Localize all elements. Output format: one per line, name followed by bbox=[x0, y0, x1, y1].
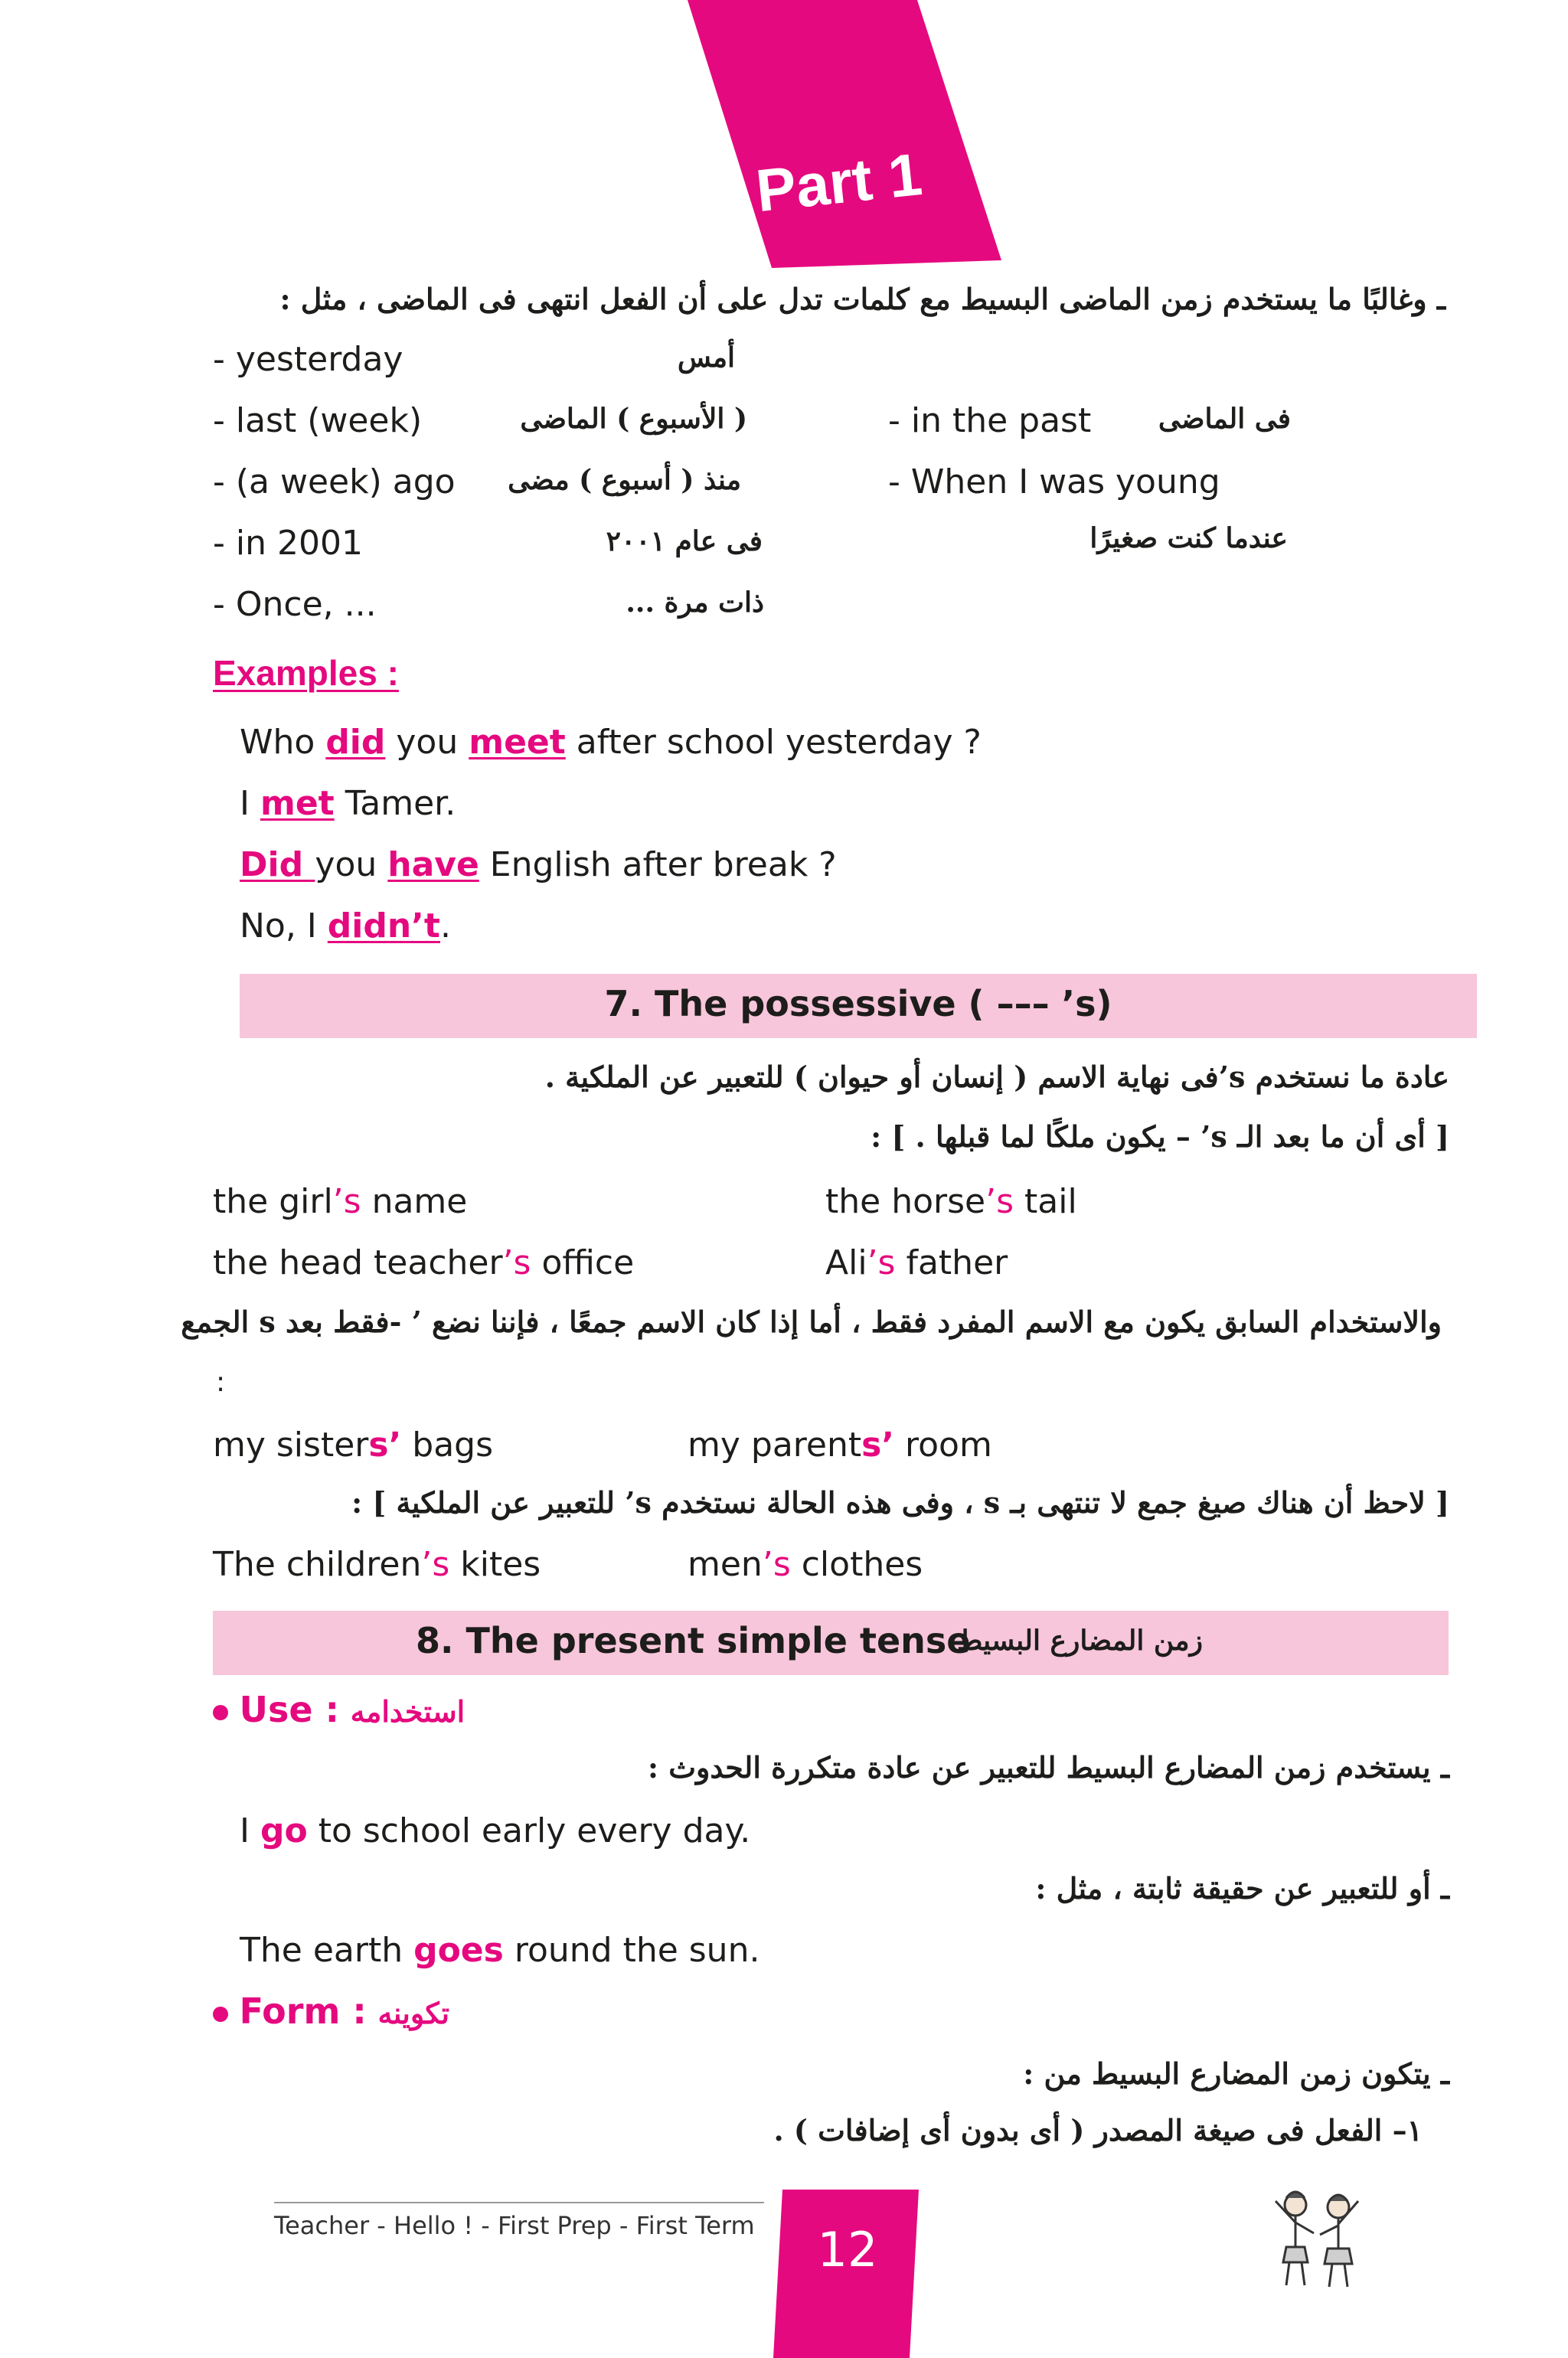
time-word: - (a week) ago bbox=[213, 462, 456, 501]
irregular-rule-ar: [ لاحظ أن هناك صيغ جمع لا تنتهى بـ s ، وفى هذه الحالة نستخدم s’ للتعبير عن الملكية ] : bbox=[351, 1485, 1449, 1520]
example-sentence: No, I didn’t. bbox=[240, 906, 451, 945]
time-word: - in 2001 bbox=[213, 524, 363, 563]
use-heading: Use : استخدامه bbox=[213, 1689, 465, 1730]
possessive-rule-ar: [ أى أن ما بعد الـ s’ – يكون ملكًا لما قبلها . ] : bbox=[871, 1119, 1449, 1154]
page-number: 12 bbox=[817, 2222, 878, 2278]
example-sentence: I met Tamer. bbox=[240, 784, 456, 823]
use-example: The earth goes round the sun. bbox=[240, 1931, 760, 1970]
example-sentence: Who did you meet after school yesterday ? bbox=[240, 723, 982, 762]
time-word: - last (week) bbox=[213, 401, 423, 440]
possessive-rule-ar: عادة ما نستخدم s’فى نهاية الاسم ( إنسان أو حيوان ) للتعبير عن الملكية . bbox=[544, 1060, 1449, 1094]
time-word: - When I was young bbox=[888, 462, 1220, 501]
use-example: I go to school early every day. bbox=[240, 1811, 751, 1850]
form-heading: Form : تكوينه bbox=[213, 1991, 449, 2032]
plural-rule-ar: والاستخدام السابق يكون مع الاسم المفرد فقط ، أما إذا كان الاسم جمعًا ، فإننا نضع ’ -فقط بعد s الجمع bbox=[181, 1305, 1442, 1339]
page-number-tab bbox=[773, 2190, 919, 2358]
plural-rule-colon: : bbox=[216, 1367, 226, 1398]
example-sentence: Did you have English after break ? bbox=[240, 845, 837, 884]
examples-heading: Examples : bbox=[213, 653, 399, 693]
form-rule-ar: ١– الفعل فى صيغة المصدر ( أى بدون أى إضافات ) . bbox=[773, 2113, 1423, 2147]
time-word-ar: منذ ( أسبوع ) مضى bbox=[508, 464, 741, 496]
time-word-ar: فى عام ٢٠٠١ bbox=[606, 525, 763, 557]
time-word: - in the past bbox=[888, 401, 1092, 440]
possessive-example: the horse’s tail bbox=[825, 1182, 1077, 1221]
present-simple-title-ar: زمن المضارع البسيط bbox=[957, 1625, 1203, 1657]
present-simple-title: 8. The present simple tense bbox=[416, 1620, 971, 1661]
footer-book-title: Teacher - Hello ! - First Prep - First Term bbox=[274, 2211, 755, 2240]
footer-rule bbox=[274, 2202, 764, 2203]
possessive-example: Ali’s father bbox=[825, 1243, 1008, 1282]
possessive-plural-example: my parents’ room bbox=[688, 1426, 992, 1465]
part-label: Part 1 bbox=[753, 139, 926, 225]
kids-illustration-icon bbox=[1263, 2178, 1370, 2293]
bullet-icon bbox=[213, 1705, 228, 1720]
time-word: - yesterday bbox=[213, 340, 403, 379]
time-word-ar: فى الماضى bbox=[1158, 403, 1291, 435]
time-word-ar: أمس bbox=[677, 341, 735, 374]
possessive-example: the head teacher’s office bbox=[213, 1243, 635, 1282]
part-tab bbox=[688, 0, 1001, 268]
time-word-ar: عندما كنت صغيرًا bbox=[1089, 522, 1288, 554]
possessive-irregular-example: men’s clothes bbox=[688, 1545, 923, 1584]
use-rule-ar: ـ أو للتعبير عن حقيقة ثابتة ، مثل : bbox=[1035, 1871, 1449, 1906]
possessive-example: the girl’s name bbox=[213, 1182, 468, 1221]
possessive-title: 7. The possessive ( ––– ’s) bbox=[604, 983, 1112, 1024]
use-rule-ar: ـ يستخدم زمن المضارع البسيط للتعبير عن عادة متكررة الحدوث : bbox=[647, 1750, 1449, 1785]
time-word-ar: ذات مرة ... bbox=[626, 586, 764, 619]
possessive-irregular-example: The children’s kites bbox=[213, 1545, 541, 1584]
form-rule-ar: ـ يتكون زمن المضارع البسيط من : bbox=[1023, 2056, 1449, 2091]
bullet-icon bbox=[213, 2007, 228, 2022]
time-word: - Once, ... bbox=[213, 585, 377, 624]
past-intro-ar: ـ وغالبًا ما يستخدم زمن الماضى البسيط مع كلمات تدل على أن الفعل انتهى فى الماضى ، مثل : bbox=[279, 282, 1446, 316]
time-word-ar: ( الأسبوع ) الماضى bbox=[520, 403, 747, 435]
possessive-plural-example: my sisters’ bags bbox=[213, 1426, 494, 1465]
